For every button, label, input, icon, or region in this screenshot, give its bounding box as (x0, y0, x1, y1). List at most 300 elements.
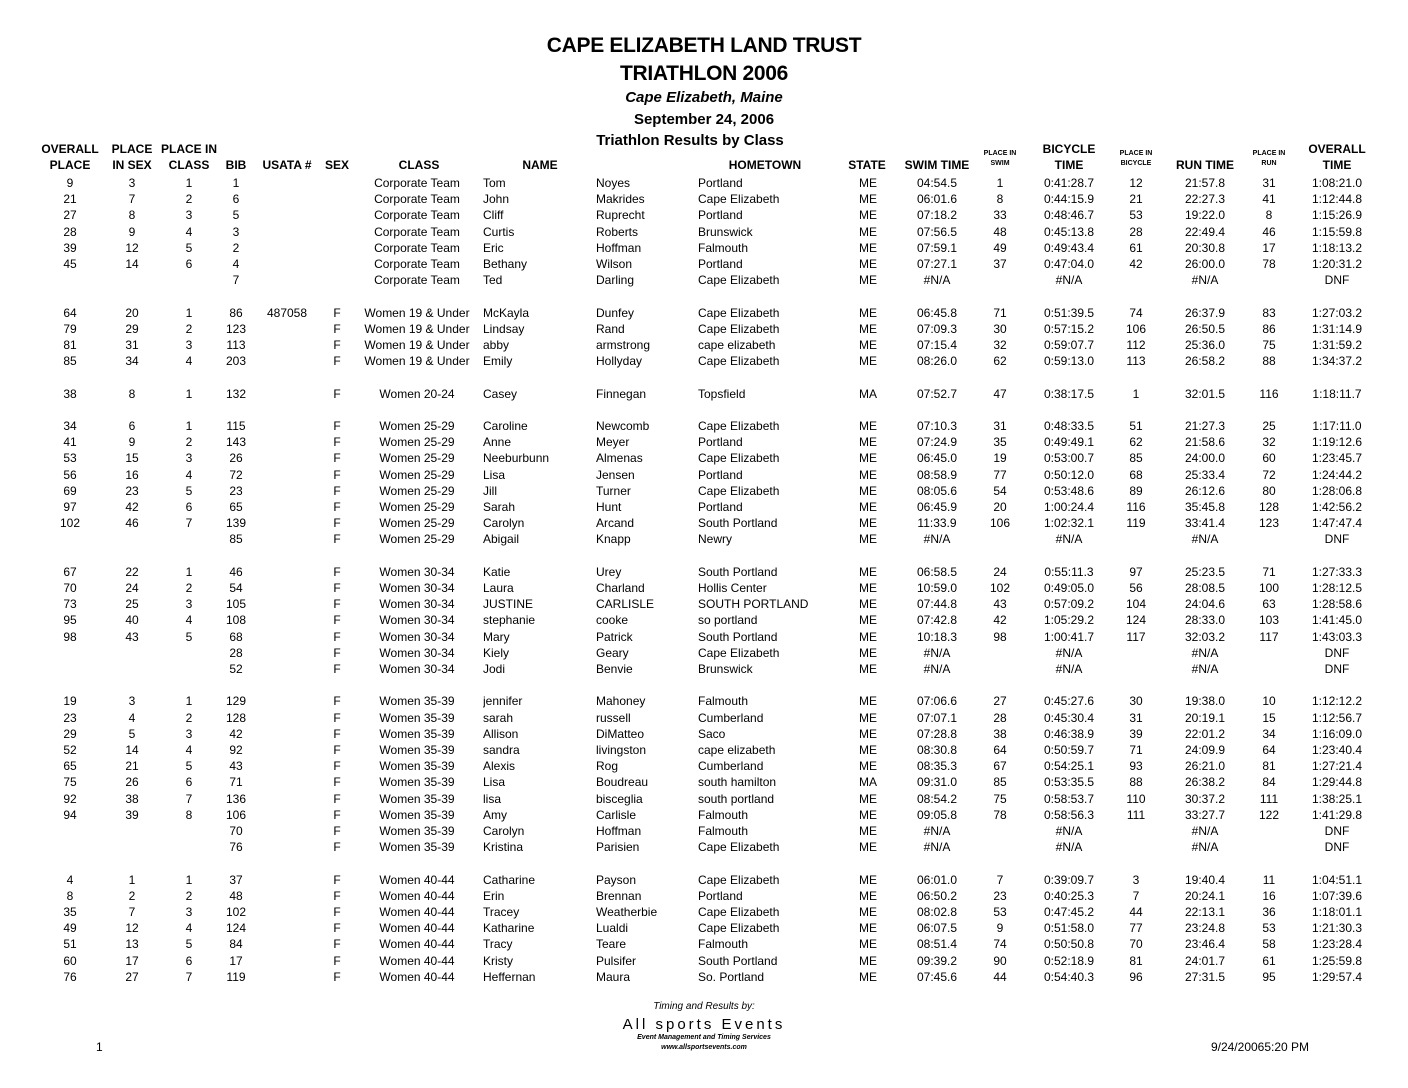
cell-run-time: 21:58.6 (1184, 435, 1226, 450)
cell-swim-time: 06:50.2 (916, 888, 958, 903)
cell-class: Women 35-39 (379, 710, 455, 725)
cell-bicycle-time: 0:49:49.1 (1043, 435, 1095, 450)
col-overall-place: OVERALL PLACE (41, 142, 99, 172)
cell-sex: F (333, 581, 341, 595)
cell-place-in-bicycle: 74 (1129, 305, 1143, 320)
cell-state: ME (859, 840, 877, 855)
cell-overall-place: 52 (63, 743, 77, 757)
cell-class: Corporate Team (374, 240, 460, 255)
cell-place-in-swim: 27 (993, 694, 1007, 709)
table-row (0, 321, 1408, 337)
col-place-in-swim: PLACE IN SWIM (983, 150, 1017, 167)
cell-run-time: 25:36.0 (1184, 338, 1226, 352)
cell-last-name: Ruprecht (596, 208, 645, 223)
cell-run-time: 26:37.9 (1184, 305, 1226, 320)
cell-overall-time: 1:15:59.8 (1311, 224, 1363, 239)
cell-place-in-sex: 15 (125, 451, 139, 466)
cell-place-in-sex: 16 (125, 467, 139, 482)
cell-state: MA (859, 386, 877, 401)
cell-place-in-class: 3 (185, 451, 193, 466)
cell-first-name: Erin (483, 888, 505, 903)
cell-place-in-class: 1 (185, 386, 193, 401)
cell-first-name: Emily (483, 354, 513, 369)
cell-place-in-run: 36 (1262, 905, 1276, 919)
cell-run-time: 30:37.2 (1184, 791, 1226, 806)
cell-state: ME (859, 305, 877, 320)
cell-last-name: Hoffman (596, 240, 642, 255)
cell-overall-time: 1:31:59.2 (1311, 338, 1363, 352)
cell-overall-time: 1:08:21.0 (1311, 176, 1363, 190)
cell-bib: 132 (225, 386, 247, 401)
cell-hometown: Cape Elizabeth (698, 273, 780, 288)
cell-swim-time: 08:58.9 (916, 467, 958, 482)
company-tagline: Event Management and Timing Services (637, 1034, 771, 1041)
cell-bicycle-time: 0:57:15.2 (1043, 321, 1095, 336)
table-row (0, 191, 1408, 207)
cell-overall-place: 19 (63, 694, 77, 709)
cell-hometown: Cape Elizabeth (698, 483, 780, 498)
cell-first-name: Laura (483, 581, 514, 595)
col-place-in-run: PLACE IN RUN (1252, 150, 1286, 167)
cell-sex: F (333, 629, 341, 644)
cell-first-name: Tracy (483, 937, 513, 952)
cell-overall-place: 28 (63, 224, 77, 239)
cell-class: Women 40-44 (379, 969, 455, 984)
cell-bib: 129 (225, 694, 247, 709)
cell-overall-time: 1:42:56.2 (1311, 500, 1363, 514)
cell-class: Women 40-44 (379, 953, 455, 968)
cell-overall-time: DNF (1324, 824, 1350, 838)
cell-last-name: DiMatteo (596, 726, 645, 741)
cell-place-in-bicycle: 28 (1129, 224, 1143, 239)
cell-state: ME (859, 888, 877, 903)
cell-overall-place: 65 (63, 759, 77, 774)
cell-run-time: 19:22.0 (1184, 208, 1226, 223)
cell-place-in-class: 1 (185, 694, 193, 709)
cell-bib: 26 (229, 451, 243, 466)
cell-place-in-swim: 33 (993, 208, 1007, 223)
cell-overall-time: 1:12:56.7 (1311, 710, 1363, 725)
cell-place-in-class: 1 (185, 872, 193, 887)
cell-last-name: cooke (596, 613, 629, 628)
table-row (0, 499, 1408, 515)
cell-hometown: Cape Elizabeth (698, 872, 780, 887)
table-row (0, 175, 1408, 191)
cell-place-in-class: 5 (185, 240, 193, 255)
cell-place-in-run: 75 (1262, 338, 1276, 352)
table-row (0, 758, 1408, 774)
cell-place-in-class: 1 (185, 176, 193, 190)
cell-bib: 128 (225, 710, 247, 725)
cell-place-in-run: 17 (1262, 240, 1276, 255)
cell-overall-place: 92 (63, 791, 77, 806)
cell-last-name: Turner (596, 483, 631, 498)
cell-place-in-bicycle: 89 (1129, 483, 1143, 498)
cell-place-in-sex: 3 (128, 176, 136, 190)
cell-first-name: Bethany (483, 257, 528, 271)
cell-hometown: South Portland (698, 516, 778, 531)
event-date: September 24, 2006 (633, 111, 775, 128)
cell-sex: F (333, 840, 341, 855)
cell-place-in-class: 2 (185, 321, 193, 336)
cell-last-name: Brennan (596, 888, 642, 903)
cell-bicycle-time: #N/A (1055, 645, 1083, 660)
cell-bib: 68 (229, 629, 243, 644)
col-hometown: HOMETOWN (728, 158, 802, 172)
cell-run-time: 27:31.5 (1184, 969, 1226, 984)
cell-state: ME (859, 451, 877, 466)
cell-bib: 46 (229, 564, 243, 579)
cell-hometown: Saco (698, 726, 726, 741)
timing-credit: Timing and Results by: (653, 1001, 755, 1012)
cell-place-in-swim: 67 (993, 759, 1007, 774)
cell-first-name: Abigail (483, 532, 520, 547)
table-row (0, 272, 1408, 288)
cell-overall-place: 4 (66, 872, 74, 887)
cell-place-in-sex: 5 (128, 726, 136, 741)
cell-place-in-run: 31 (1262, 176, 1276, 190)
cell-run-time: 32:01.5 (1184, 386, 1226, 401)
cell-bib: 37 (229, 872, 243, 887)
cell-run-time: 21:57.8 (1184, 176, 1226, 190)
cell-overall-place: 81 (63, 338, 77, 352)
cell-place-in-swim: 1 (996, 176, 1004, 190)
cell-place-in-class: 6 (185, 775, 193, 790)
cell-bicycle-time: 0:41:28.7 (1043, 176, 1095, 190)
cell-overall-time: 1:16:09.0 (1311, 726, 1363, 741)
table-row (0, 807, 1408, 823)
cell-place-in-sex: 3 (128, 694, 136, 709)
cell-overall-time: 1:20:31.2 (1311, 257, 1363, 271)
cell-place-in-sex: 39 (125, 807, 139, 822)
cell-first-name: Jodi (483, 662, 506, 676)
cell-bicycle-time: 0:48:46.7 (1043, 208, 1095, 223)
cell-first-name: lisa (483, 791, 502, 806)
cell-bicycle-time: 0:40:25.3 (1043, 888, 1095, 903)
cell-overall-place: 27 (63, 208, 77, 223)
cell-sex: F (333, 743, 341, 757)
col-run-time: RUN TIME (1176, 158, 1234, 172)
cell-overall-place: 41 (63, 435, 77, 450)
cell-bicycle-time: 0:47:45.2 (1043, 905, 1095, 919)
cell-bib: 71 (229, 775, 243, 790)
cell-sex: F (333, 905, 341, 919)
cell-place-in-run: 63 (1262, 597, 1276, 612)
cell-hometown: Portland (698, 435, 743, 450)
cell-bicycle-time: 0:58:56.3 (1043, 807, 1095, 822)
cell-overall-place: 79 (63, 321, 77, 336)
col-class: CLASS (398, 158, 440, 172)
cell-first-name: JUSTINE (483, 597, 534, 612)
table-row (0, 953, 1408, 969)
cell-bicycle-time: 0:38:17.5 (1043, 386, 1095, 401)
cell-run-time: 24:00.0 (1184, 451, 1226, 466)
cell-overall-time: 1:21:30.3 (1311, 921, 1363, 936)
cell-bib: 6 (232, 192, 240, 207)
cell-place-in-bicycle: 112 (1126, 338, 1146, 352)
cell-place-in-class: 7 (185, 791, 193, 806)
cell-place-in-swim: 74 (993, 937, 1007, 952)
cell-overall-place: 38 (63, 386, 77, 401)
cell-run-time: 26:50.5 (1184, 321, 1226, 336)
cell-class: Women 25-29 (379, 516, 455, 531)
cell-bicycle-time: #N/A (1055, 273, 1083, 288)
cell-place-in-bicycle: 77 (1129, 921, 1143, 936)
cell-first-name: Katharine (483, 921, 535, 936)
table-row (0, 823, 1408, 839)
cell-class: Women 30-34 (379, 645, 455, 660)
title-line-1: CAPE ELIZABETH LAND TRUST (546, 34, 862, 57)
cell-hometown: Cape Elizabeth (698, 645, 780, 660)
cell-place-in-class: 1 (185, 564, 193, 579)
cell-first-name: Tom (483, 176, 506, 190)
cell-bib: 86 (229, 305, 243, 320)
cell-swim-time: #N/A (923, 532, 951, 547)
cell-place-in-bicycle: 117 (1126, 629, 1146, 644)
cell-place-in-class: 2 (185, 888, 193, 903)
cell-sex: F (333, 759, 341, 774)
cell-overall-time: 1:12:12.2 (1311, 694, 1363, 709)
cell-overall-time: 1:29:57.4 (1311, 969, 1363, 984)
cell-place-in-run: 123 (1258, 516, 1280, 531)
table-row (0, 386, 1408, 402)
cell-bib: 123 (225, 321, 247, 336)
cell-state: ME (859, 791, 877, 806)
cell-place-in-bicycle: 113 (1126, 354, 1146, 369)
cell-sex: F (333, 694, 341, 709)
cell-last-name: Hunt (596, 500, 622, 514)
cell-overall-time: 1:41:45.0 (1311, 613, 1363, 628)
cell-place-in-swim: 37 (993, 257, 1007, 271)
cell-run-time: 20:24.1 (1184, 888, 1226, 903)
cell-sex: F (333, 807, 341, 822)
cell-hometown: Cumberland (698, 759, 764, 774)
cell-hometown: Cape Elizabeth (698, 354, 780, 369)
cell-class: Corporate Team (374, 224, 460, 239)
cell-run-time: 22:49.4 (1184, 224, 1226, 239)
table-row (0, 904, 1408, 920)
cell-class: Women 19 & Under (364, 338, 470, 352)
cell-place-in-class: 4 (185, 613, 193, 628)
table-row (0, 661, 1408, 677)
cell-overall-place: 34 (63, 419, 77, 433)
cell-place-in-bicycle: 30 (1129, 694, 1143, 709)
table-row (0, 791, 1408, 807)
col-place-in-sex: PLACE IN SEX (111, 142, 153, 172)
cell-place-in-bicycle: 81 (1129, 953, 1143, 968)
cell-first-name: sarah (483, 710, 514, 725)
cell-last-name: Weatherbie (596, 905, 658, 919)
cell-place-in-swim: 85 (993, 775, 1007, 790)
cell-place-in-sex: 7 (128, 192, 136, 207)
cell-hometown: Portland (698, 176, 743, 190)
cell-bicycle-time: 0:50:50.8 (1043, 937, 1095, 952)
cell-class: Women 40-44 (379, 937, 455, 952)
cell-overall-time: 1:23:28.4 (1311, 937, 1363, 952)
cell-place-in-bicycle: 93 (1129, 759, 1143, 774)
cell-place-in-class: 4 (185, 354, 193, 369)
cell-place-in-swim: 77 (993, 467, 1007, 482)
cell-state: ME (859, 694, 877, 709)
cell-usata: 487058 (266, 305, 308, 320)
cell-place-in-sex: 12 (125, 921, 139, 936)
company-logo-text: All sports Events (622, 1016, 786, 1033)
cell-hometown: cape elizabeth (698, 743, 776, 757)
cell-overall-place: 35 (63, 905, 77, 919)
cell-last-name: armstrong (596, 338, 651, 352)
cell-state: ME (859, 581, 877, 595)
cell-bicycle-time: 0:57:09.2 (1043, 597, 1095, 612)
cell-overall-place: 60 (63, 953, 77, 968)
table-row (0, 596, 1408, 612)
cell-run-time: 25:33.4 (1184, 467, 1226, 482)
cell-bicycle-time: 0:45:13.8 (1043, 224, 1095, 239)
cell-state: ME (859, 597, 877, 612)
table-row (0, 710, 1408, 726)
title-line-2: TRIATHLON 2006 (619, 62, 789, 85)
cell-place-in-swim: 49 (993, 240, 1007, 255)
cell-state: ME (859, 662, 877, 676)
table-row (0, 920, 1408, 936)
cell-hometown: Cape Elizabeth (698, 192, 780, 207)
cell-class: Women 35-39 (379, 759, 455, 774)
cell-bicycle-time: 0:39:09.7 (1043, 872, 1095, 887)
cell-first-name: Alexis (483, 759, 516, 774)
cell-bicycle-time: 0:50:59.7 (1043, 743, 1095, 757)
cell-state: ME (859, 710, 877, 725)
cell-class: Women 30-34 (379, 662, 455, 676)
cell-swim-time: 06:01.0 (916, 872, 958, 887)
cell-class: Corporate Team (374, 208, 460, 223)
cell-class: Women 25-29 (379, 435, 455, 450)
cell-last-name: Geary (596, 645, 629, 660)
cell-class: Women 25-29 (379, 419, 455, 433)
cell-bicycle-time: #N/A (1055, 662, 1083, 676)
cell-bicycle-time: 1:05:29.2 (1043, 613, 1095, 628)
cell-place-in-bicycle: 61 (1129, 240, 1143, 255)
cell-place-in-bicycle: 106 (1125, 321, 1147, 336)
cell-place-in-run: 46 (1262, 224, 1276, 239)
cell-hometown: Portland (698, 500, 743, 514)
cell-place-in-swim: 24 (993, 564, 1007, 579)
cell-place-in-class: 6 (185, 500, 193, 514)
cell-first-name: Ted (483, 273, 503, 288)
print-timestamp: 9/24/20065:20 PM (1210, 1040, 1310, 1054)
cell-run-time: 33:27.7 (1184, 807, 1226, 822)
cell-place-in-run: 15 (1262, 710, 1276, 725)
cell-last-name: Teare (596, 937, 627, 952)
cell-sex: F (333, 888, 341, 903)
cell-swim-time: 06:45.8 (916, 305, 958, 320)
cell-hometown: Falmouth (698, 694, 749, 709)
cell-sex: F (333, 483, 341, 498)
cell-last-name: CARLISLE (596, 597, 655, 612)
cell-place-in-swim: 64 (993, 743, 1007, 757)
cell-overall-place: 85 (63, 354, 77, 369)
cell-bicycle-time: #N/A (1055, 840, 1083, 855)
cell-place-in-run: 84 (1262, 775, 1276, 790)
cell-last-name: Charland (596, 581, 645, 595)
cell-place-in-run: 81 (1262, 759, 1276, 774)
cell-run-time: 26:21.0 (1184, 759, 1226, 774)
cell-overall-time: 1:27:33.3 (1311, 564, 1363, 579)
cell-state: ME (859, 208, 877, 223)
cell-last-name: Lualdi (596, 921, 629, 936)
cell-place-in-class: 4 (185, 921, 193, 936)
cell-bicycle-time: 0:51:58.0 (1043, 921, 1095, 936)
cell-overall-place: 8 (66, 888, 74, 903)
cell-state: ME (859, 435, 877, 450)
cell-bib: 1 (232, 176, 240, 190)
cell-swim-time: 07:15.4 (916, 338, 958, 352)
cell-hometown: south portland (698, 791, 775, 806)
cell-place-in-bicycle: 68 (1129, 467, 1143, 482)
cell-overall-place: 9 (66, 176, 74, 190)
cell-place-in-run: 103 (1258, 613, 1280, 628)
cell-class: Women 35-39 (379, 726, 455, 741)
cell-bib: 7 (232, 273, 240, 288)
cell-last-name: Boudreau (596, 775, 649, 790)
cell-place-in-sex: 1 (128, 872, 136, 887)
cell-state: ME (859, 629, 877, 644)
cell-bicycle-time: 0:53:48.6 (1043, 483, 1095, 498)
cell-bib: 136 (225, 791, 247, 806)
cell-state: ME (859, 953, 877, 968)
cell-run-time: #N/A (1191, 662, 1219, 676)
table-row (0, 467, 1408, 483)
cell-class: Women 25-29 (379, 451, 455, 466)
cell-place-in-class: 6 (185, 257, 193, 271)
cell-swim-time: #N/A (923, 840, 951, 855)
cell-swim-time: #N/A (923, 273, 951, 288)
cell-place-in-class: 1 (185, 305, 193, 320)
cell-hometown: SOUTH PORTLAND (698, 597, 809, 612)
cell-place-in-bicycle: 104 (1125, 597, 1147, 612)
cell-sex: F (333, 435, 341, 450)
cell-place-in-swim: 30 (993, 321, 1007, 336)
cell-place-in-class: 5 (185, 759, 193, 774)
cell-place-in-bicycle: 88 (1129, 775, 1143, 790)
cell-run-time: #N/A (1191, 532, 1219, 547)
cell-place-in-run: 53 (1262, 921, 1276, 936)
cell-place-in-sex: 43 (125, 629, 139, 644)
cell-class: Corporate Team (374, 192, 460, 207)
cell-hometown: Cumberland (698, 710, 764, 725)
cell-place-in-bicycle: 119 (1126, 516, 1146, 531)
cell-class: Women 40-44 (379, 888, 455, 903)
cell-place-in-bicycle: 124 (1125, 613, 1147, 628)
cell-place-in-sex: 38 (125, 791, 139, 806)
cell-place-in-swim: 106 (989, 516, 1011, 531)
col-swim-time: SWIM TIME (904, 158, 970, 172)
cell-place-in-swim: 71 (993, 305, 1007, 320)
cell-place-in-run: 86 (1262, 321, 1276, 336)
cell-hometown: Brunswick (698, 224, 753, 239)
cell-place-in-class: 4 (185, 224, 193, 239)
cell-swim-time: 07:44.8 (916, 597, 958, 612)
cell-hometown: South Portland (698, 953, 778, 968)
cell-overall-time: DNF (1324, 840, 1350, 855)
table-row (0, 483, 1408, 499)
cell-overall-place: 95 (63, 613, 77, 628)
cell-bicycle-time: 1:02:32.1 (1043, 516, 1095, 531)
cell-run-time: 19:38.0 (1184, 694, 1226, 709)
cell-last-name: Dunfey (596, 305, 635, 320)
cell-state: ME (859, 176, 877, 190)
cell-bib: 76 (229, 840, 243, 855)
cell-hometown: south hamilton (698, 775, 777, 790)
cell-place-in-bicycle: 39 (1129, 726, 1143, 741)
